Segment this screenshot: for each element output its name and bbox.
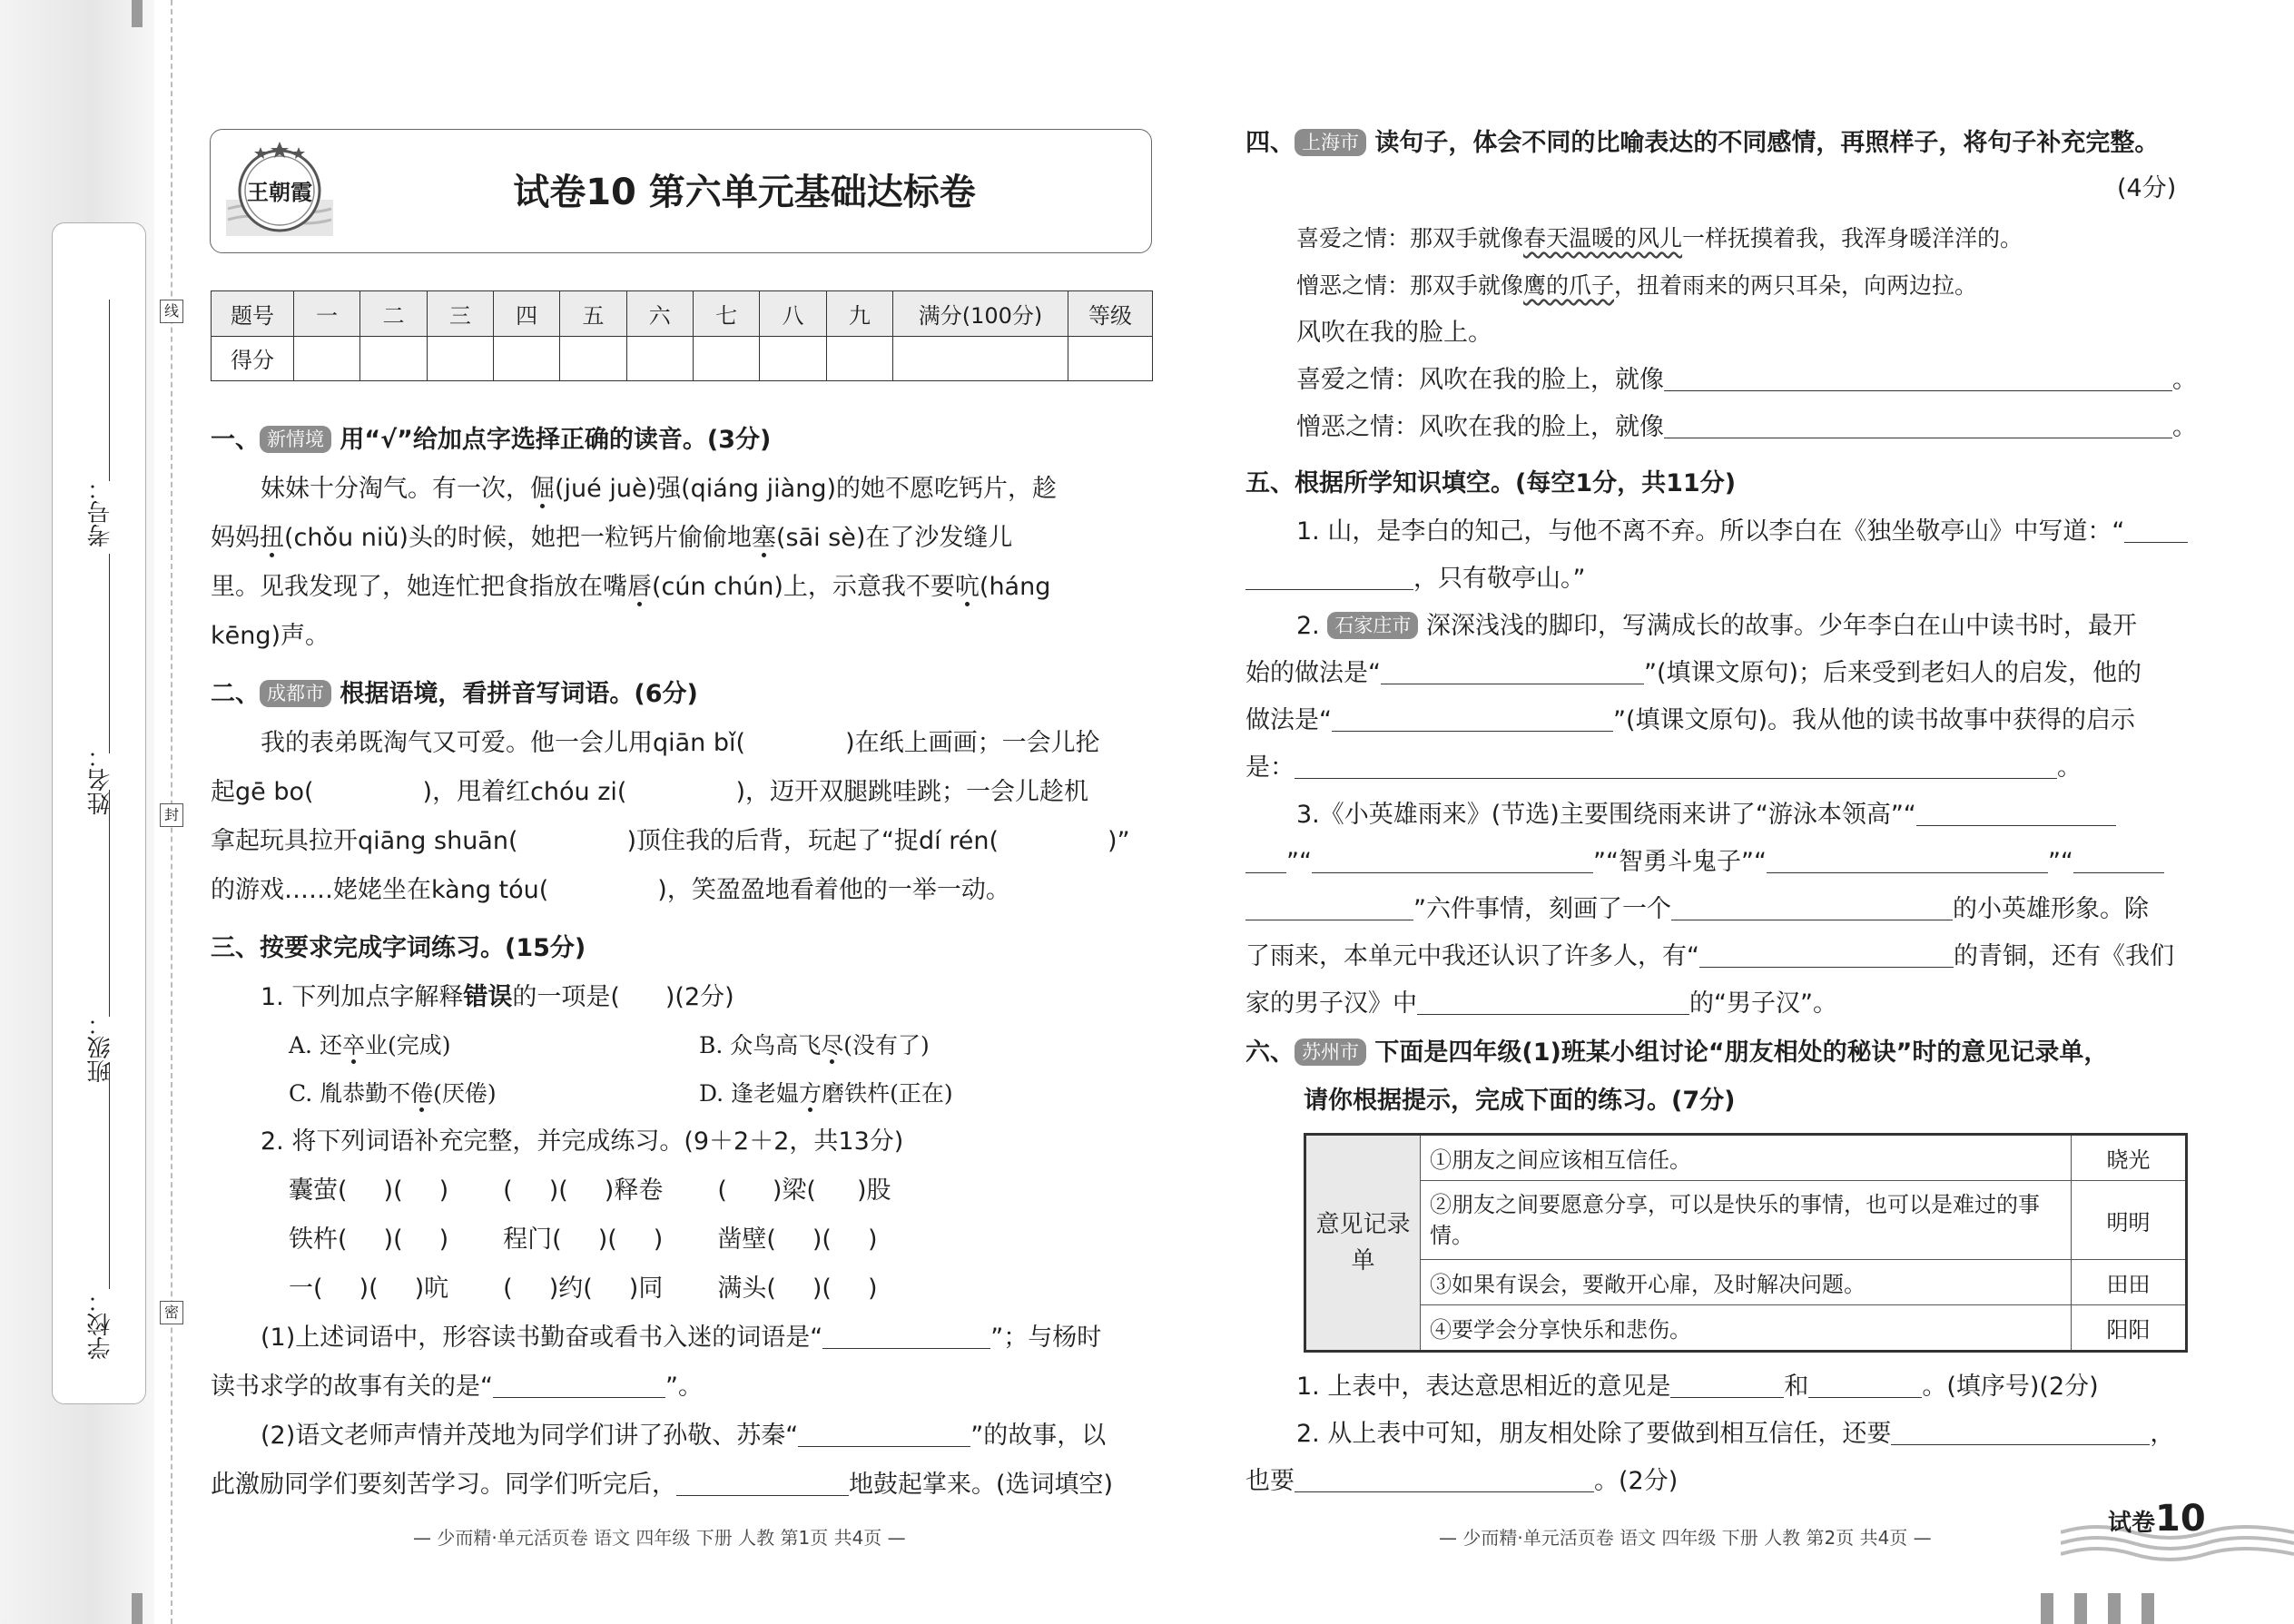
score-cell[interactable]: [294, 336, 360, 381]
answer-blank[interactable]: [1295, 1464, 1594, 1492]
score-cell[interactable]: [893, 336, 1068, 381]
seal-char-mi: 密: [160, 1301, 183, 1324]
answer-blank[interactable]: [1245, 562, 1413, 590]
answer-blank[interactable]: [1381, 656, 1644, 684]
option-b[interactable]: B. 众鸟高飞尽(没有了): [699, 1032, 930, 1058]
score-cell[interactable]: [693, 336, 759, 381]
field-xuexiao[interactable]: [109, 1062, 110, 1289]
s4-line: 风吹在我的脸上。: [1296, 319, 1492, 347]
score-header-cell: 满分(100分): [893, 291, 1068, 337]
s4-line: 憎恶之情：那双手就像鹰的爪子，扭着雨来的两只耳朵，向两边拉。: [1296, 272, 1978, 299]
s5-q3: ”六件事情，刻画了一个 的小英雄形象。除: [1245, 891, 2149, 928]
score-cell[interactable]: [427, 336, 493, 381]
answer-blank[interactable]: [1332, 704, 1613, 732]
score-header-cell: 一: [294, 291, 360, 337]
label-kaohao: 考号：: [87, 477, 114, 547]
answer-blank[interactable]: [822, 1321, 990, 1349]
answer-blank[interactable]: [1295, 751, 2057, 779]
score-cell[interactable]: [360, 336, 427, 381]
answer-blank[interactable]: [2073, 845, 2164, 873]
s3-q2: 2. 将下列词语补充完整，并完成练习。(9＋2＋2，共13分): [261, 1127, 904, 1156]
section-2-heading: 二、 成都市 根据语境，看拼音写词语。(6分): [211, 680, 698, 708]
s3-p1: 读书求学的故事有关的是“ ”。: [211, 1369, 703, 1405]
opinion-table-label: 意见记录单: [1305, 1135, 1421, 1352]
page-title: 试卷10 第六单元基础达标卷: [513, 172, 976, 213]
s5-q2: 始的做法是“ ”(填课文原句)；后来受到老妇人的启发，他的: [1245, 655, 2141, 692]
label-xuexiao: 学校：: [87, 1289, 114, 1360]
score-cell[interactable]: [626, 336, 693, 381]
score-cell[interactable]: [760, 336, 826, 381]
field-xingming[interactable]: [109, 554, 110, 753]
section-6-heading: 六、 苏州市 下面是四年级(1)班某小组讨论“朋友相处的秘诀”时的意见记录单，: [1245, 1038, 2109, 1067]
word-row: 一( )( )吭 ( )约( )同 满头( )( ): [289, 1275, 878, 1303]
answer-blank[interactable]: [1312, 845, 1593, 873]
score-cell[interactable]: [826, 336, 892, 381]
opinion-name: 阳阳: [2072, 1305, 2187, 1352]
opinion-text: ①朋友之间应该相互信任。: [1421, 1135, 2072, 1181]
answer-blank[interactable]: [1664, 410, 2172, 438]
s1-line: 妹妹十分淘气。有一次，倔(jué juè)强(qiáng jiàng)的她不愿吃钙片，趁: [261, 475, 1057, 503]
opinion-table: [1304, 1133, 2188, 1353]
s3-q1: 1. 下列加点字解释错误的一项是( )(2分): [261, 983, 734, 1011]
svg-text:王朝霞: 王朝霞: [247, 179, 312, 205]
answer-blank[interactable]: [798, 1419, 970, 1447]
context-tag: 新情境: [260, 426, 331, 453]
registration-mark: [2041, 1593, 2053, 1624]
s2-line: 我的表弟既淘气又可爱。他一会儿用qiān bǐ( )在纸上画画；一会儿抡: [261, 729, 1100, 757]
field-kaohao[interactable]: [109, 300, 110, 481]
score-header-cell: 七: [693, 291, 759, 337]
registration-mark: [132, 1593, 143, 1624]
answer-blank[interactable]: [1670, 1370, 1784, 1398]
score-header-cell: 五: [560, 291, 626, 337]
registration-mark: [132, 0, 143, 27]
s3-p2: 此激励同学们要刻苦学习。同学们听完后， 地鼓起掌来。(选词填空): [211, 1467, 1113, 1503]
s3-p1: (1)上述词语中，形容读书勤奋或看书入迷的词语是“ ”；与杨时: [261, 1320, 1101, 1356]
registration-mark: [2074, 1593, 2087, 1624]
answer-blank[interactable]: [676, 1468, 849, 1496]
footer-left: — 少而精·单元活页卷 语文 四年级 下册 人教 第1页 共4页 —: [413, 1527, 906, 1549]
s6-q2: 也要 。(2分): [1245, 1463, 1678, 1500]
footer-right: — 少而精·单元活页卷 语文 四年级 下册 人教 第2页 共4页 —: [1439, 1527, 1932, 1549]
s5-q3: 了雨来，本单元中我还认识了许多人，有“ 的青铜，还有《我们: [1245, 939, 2174, 975]
option-a[interactable]: A. 还卒业(完成): [289, 1032, 451, 1058]
s5-q2: 是： 。: [1245, 750, 2082, 786]
answer-blank[interactable]: [1664, 363, 2172, 391]
score-cell[interactable]: [1068, 336, 1153, 381]
score-header-cell: 九: [826, 291, 892, 337]
section-6-heading-2: 请你根据提示，完成下面的练习。(7分): [1304, 1087, 1736, 1115]
score-table: [211, 290, 1153, 381]
score-header-cell: 等级: [1068, 291, 1153, 337]
s4-line: 喜爱之情：那双手就像春天温暖的风儿一样抚摸着我，我浑身暖洋洋的。: [1296, 225, 2023, 251]
answer-blank[interactable]: [1245, 892, 1413, 920]
section-5-heading: 五、根据所学知识填空。(每空1分，共11分): [1245, 469, 1737, 497]
s5-q3: 家的男子汉》中 的“男子汉”。: [1245, 986, 1837, 1022]
s5-q3: ”“ ”“智勇斗鬼子”“ ”“: [1245, 844, 2164, 881]
brand-logo-icon: [224, 136, 335, 247]
registration-mark: [2141, 1593, 2154, 1624]
score-cell[interactable]: [493, 336, 559, 381]
score-header-cell: 题号: [212, 291, 294, 337]
word-row: 囊萤( )( ) ( )( )释卷 ( )梁( )股: [289, 1176, 891, 1205]
score-cell[interactable]: [560, 336, 626, 381]
s4-score: (4分): [2117, 174, 2177, 202]
score-header-cell: 四: [493, 291, 559, 337]
s5-q1: ，只有敬亭山。”: [1245, 561, 1586, 597]
s1-line: kēng)声。: [211, 622, 330, 650]
s2-line: 的游戏……姥姥坐在kàng tóu( )，笑盈盈地看着他的一举一动。: [211, 876, 1010, 904]
s5-q2: 做法是“ ”(填课文原句)。我从他的读书故事中获得的启示: [1245, 703, 2135, 739]
answer-blank[interactable]: [1767, 845, 2048, 873]
option-d[interactable]: D. 逢老媪方磨铁杵(正在): [699, 1080, 953, 1107]
s2-line: 起gē bo( )，甩着红chóu zi( )，迈开双腿跳哇跳；一会儿趁机: [211, 778, 1088, 806]
answer-blank[interactable]: [1417, 987, 1689, 1015]
opinion-name: 田田: [2072, 1260, 2187, 1305]
s5-q2: 2. 石家庄市 深深浅浅的脚印，写满成长的故事。少年李白在山中读书时，最开: [1296, 612, 2137, 640]
score-row-label: 得分: [212, 336, 294, 381]
label-xingming: 姓名：: [87, 744, 114, 815]
opinion-text: ③如果有误会，要敞开心扉，及时解决问题。: [1421, 1260, 2072, 1305]
s1-line: 里。见我发现了，她连忙把食指放在嘴唇(cún chún)上，示意我不要吭(háng: [211, 573, 1051, 601]
answer-blank[interactable]: [1699, 940, 1954, 968]
s3-p2: (2)语文老师声情并茂地为同学们讲了孙敬、苏秦“ ”的故事，以: [261, 1418, 1106, 1454]
s6-q2: 2. 从上表中可知，朋友相处除了要做到相互信任，还要 ，: [1296, 1416, 2174, 1452]
label-banji: 班级：: [87, 1012, 114, 1083]
city-tag: 成都市: [260, 680, 331, 707]
s4-line: 憎恶之情：风吹在我的脸上，就像 。: [1296, 409, 2197, 446]
city-tag: 石家庄市: [1327, 612, 1418, 639]
opinion-name: 明明: [2072, 1180, 2187, 1259]
option-c[interactable]: C. 胤恭勤不倦(厌倦): [289, 1080, 497, 1107]
answer-blank[interactable]: [1245, 845, 1286, 873]
page-badge: 试卷10: [2108, 1498, 2206, 1540]
answer-blank[interactable]: [1671, 892, 1953, 920]
city-tag: 上海市: [1295, 129, 1366, 156]
seal-char-feng: 封: [160, 803, 183, 827]
seal-char-xian: 线: [160, 300, 183, 323]
answer-blank[interactable]: [493, 1370, 665, 1398]
answer-blank[interactable]: [1808, 1370, 1922, 1398]
s5-q3: 3.《小英雄雨来》(节选)主要围绕雨来讲了“游泳本领高”“: [1296, 797, 2116, 833]
score-header-cell: 六: [626, 291, 693, 337]
answer-blank[interactable]: [1916, 798, 2116, 826]
opinion-text: ④要学会分享快乐和悲伤。: [1421, 1305, 2072, 1352]
answer-blank[interactable]: [1891, 1417, 2150, 1445]
field-banji[interactable]: [109, 790, 110, 1017]
section-1-heading: 一、 新情境 用“√”给加点字选择正确的读音。(3分): [211, 426, 772, 454]
score-header-cell: 三: [427, 291, 493, 337]
section-3-heading: 三、按要求完成字词练习。(15分): [211, 934, 586, 962]
s1-line: 妈妈扭(chǒu niǔ)头的时候，她把一粒钙片偷偷地塞(sāi sè)在了沙发缝儿: [211, 524, 1013, 552]
opinion-text: ②朋友之间要愿意分享，可以是快乐的事情，也可以是难过的事情。: [1421, 1180, 2072, 1259]
s2-line: 拿起玩具拉开qiāng shuān( )顶住我的后背，玩起了“捉dí rén( )”: [211, 827, 1130, 855]
word-row: 铁杵( )( ) 程门( )( ) 凿壁( )( ): [289, 1225, 878, 1254]
score-header-cell: 二: [360, 291, 427, 337]
s6-q1: 1. 上表中，表达意思相近的意见是 和 。(填序号)(2分): [1296, 1369, 2099, 1405]
s5-q1: 1. 山，是李白的知己，与他不离不弃。所以李白在《独坐敬亭山》中写道：“: [1296, 514, 2188, 550]
city-tag: 苏州市: [1295, 1038, 1366, 1066]
score-header-cell: 八: [760, 291, 826, 337]
s4-line: 喜爱之情：风吹在我的脸上，就像 。: [1296, 362, 2197, 399]
section-4-heading: 四、 上海市 读句子，体会不同的比喻表达的不同感情，再照样子，将句子补充完整。: [1245, 129, 2160, 157]
opinion-name: 晓光: [2072, 1135, 2187, 1181]
answer-blank[interactable]: [2124, 515, 2188, 543]
registration-mark: [2108, 1593, 2121, 1624]
